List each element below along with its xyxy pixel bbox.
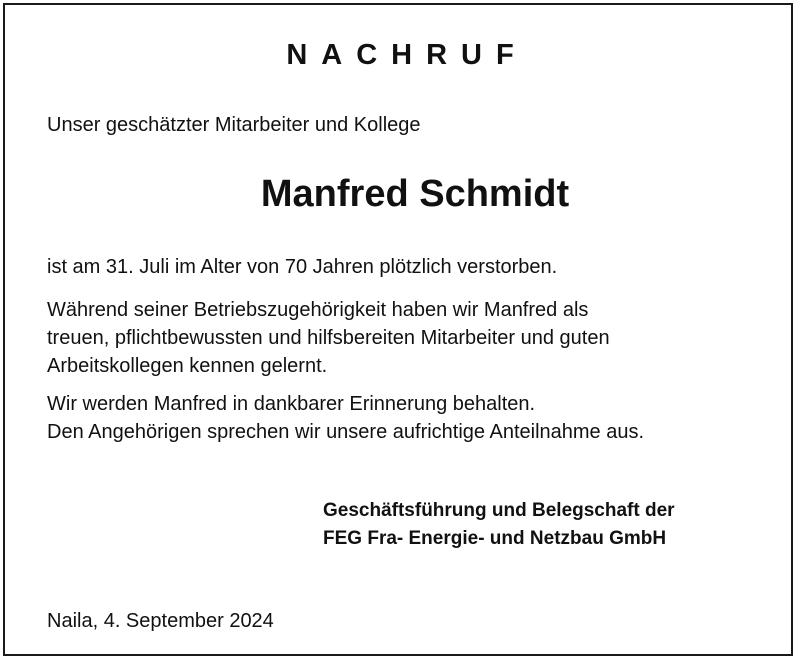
intro-text: Unser geschätzter Mitarbeiter und Kollege [47, 114, 421, 136]
place-date: Naila, 4. September 2024 [47, 610, 274, 632]
tribute-paragraph [47, 296, 610, 380]
notice-title: NACHRUF [286, 39, 528, 71]
condolence-line: Den Angehörigen sprechen wir unsere aufrichtige Anteilnahme aus. [47, 421, 645, 443]
tribute-line: Arbeitskollegen kennen gelernt. [47, 355, 328, 377]
death-announcement: ist am 31. Juli im Alter von 70 Jahren plötzlich verstorben. [47, 256, 558, 278]
signature-line: Geschäftsführung und Belegschaft der [323, 500, 675, 521]
signature-block [323, 497, 675, 553]
condolence-line: Wir werden Manfred in dankbarer Erinnerung behalten. [47, 393, 536, 415]
deceased-name: Manfred Schmidt [260, 173, 570, 215]
tribute-line: treuen, pflichtbewussten und hilfsbereiten Mitarbeiter und guten [47, 327, 610, 349]
condolence-paragraph [47, 390, 644, 446]
signature-line: FEG Fra- Energie- und Netzbau GmbH [323, 528, 667, 549]
tribute-line: Während seiner Betriebszugehörigkeit haben wir Manfred als [47, 299, 589, 321]
